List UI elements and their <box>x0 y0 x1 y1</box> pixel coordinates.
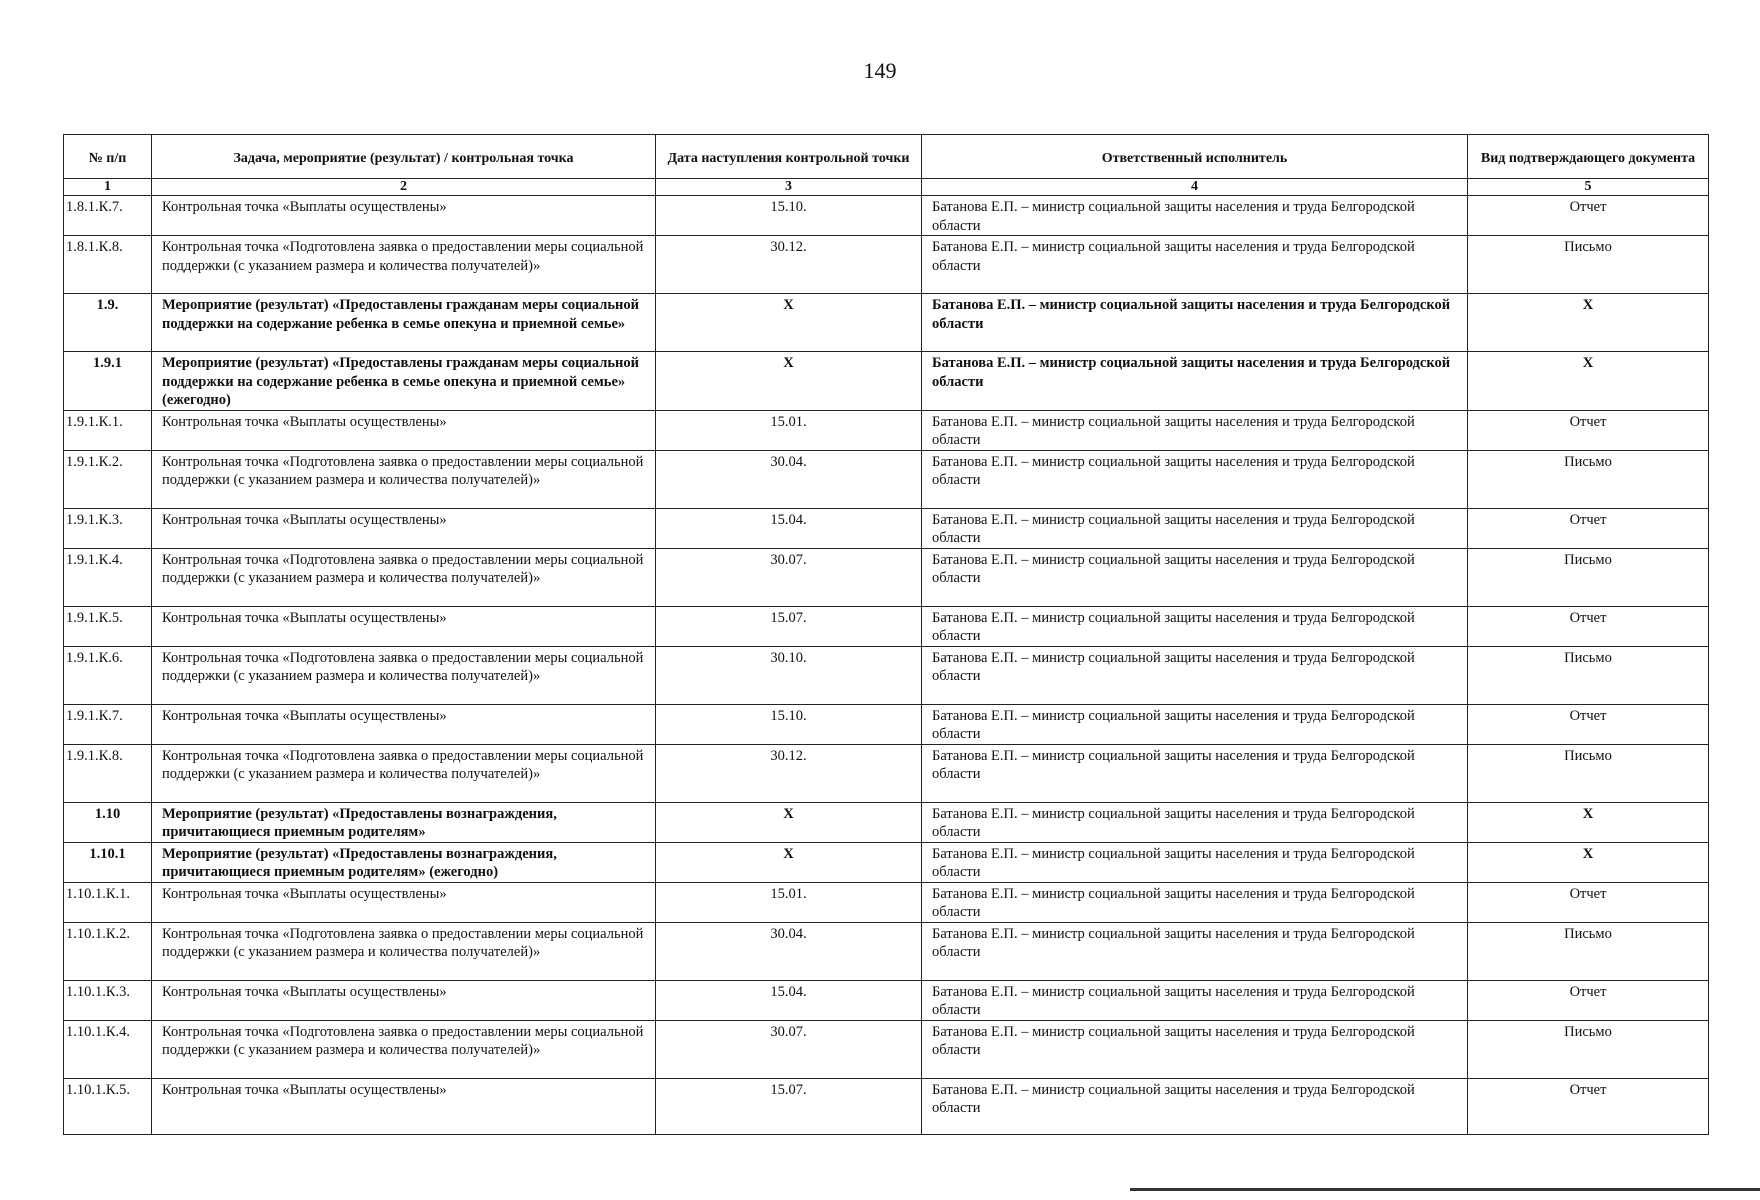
row-responsible: Батанова Е.П. – министр социальной защиты населения и труда Белгородской области <box>922 508 1468 548</box>
row-number: 1.9.1.К.7. <box>64 704 152 744</box>
col-number: 4 <box>922 179 1468 196</box>
header-num: № п/п <box>64 135 152 179</box>
row-date: 30.04. <box>656 450 922 508</box>
row-document: X <box>1468 802 1709 842</box>
row-task: Контрольная точка «Подготовлена заявка о предоставлении меры социальной поддержки (с указанием размера и количества получателей)» <box>152 646 656 704</box>
row-number: 1.8.1.К.8. <box>64 236 152 294</box>
row-document: Отчет <box>1468 704 1709 744</box>
row-task: Контрольная точка «Подготовлена заявка о предоставлении меры социальной поддержки (с указанием размера и количества получателей)» <box>152 744 656 802</box>
row-date: 15.01. <box>656 882 922 922</box>
row-task: Контрольная точка «Выплаты осуществлены» <box>152 410 656 450</box>
row-date: X <box>656 802 922 842</box>
row-document: X <box>1468 842 1709 882</box>
row-responsible: Батанова Е.П. – министр социальной защиты населения и труда Белгородской области <box>922 646 1468 704</box>
table-row <box>64 294 1709 352</box>
row-date: 15.10. <box>656 704 922 744</box>
row-document: Отчет <box>1468 508 1709 548</box>
row-number: 1.10.1.К.5. <box>64 1078 152 1134</box>
row-number: 1.9.1.К.2. <box>64 450 152 508</box>
row-task: Мероприятие (результат) «Предоставлены гражданам меры социальной поддержки на содержание ребенка в семье опекуна и приемной семье» (ежегодно) <box>152 352 656 411</box>
row-document: Письмо <box>1468 548 1709 606</box>
row-date: 30.07. <box>656 548 922 606</box>
row-responsible: Батанова Е.П. – министр социальной защиты населения и труда Белгородской области <box>922 1020 1468 1078</box>
row-task: Контрольная точка «Выплаты осуществлены» <box>152 196 656 236</box>
row-document: Отчет <box>1468 196 1709 236</box>
control-points-table <box>63 134 1709 1135</box>
row-task: Контрольная точка «Выплаты осуществлены» <box>152 1078 656 1134</box>
row-date: 15.07. <box>656 606 922 646</box>
row-number: 1.10.1 <box>64 842 152 882</box>
table-row <box>64 606 1709 646</box>
row-document: Письмо <box>1468 1020 1709 1078</box>
row-task: Мероприятие (результат) «Предоставлены вознаграждения, причитающиеся приемным родителям» (ежегодно) <box>152 842 656 882</box>
row-document: Письмо <box>1468 450 1709 508</box>
scan-edge-line <box>1130 1188 1760 1191</box>
col-number: 2 <box>152 179 656 196</box>
row-task: Контрольная точка «Выплаты осуществлены» <box>152 980 656 1020</box>
table-row <box>64 410 1709 450</box>
row-date: X <box>656 842 922 882</box>
row-number: 1.9. <box>64 294 152 352</box>
table-row <box>64 704 1709 744</box>
row-task: Контрольная точка «Выплаты осуществлены» <box>152 704 656 744</box>
row-number: 1.10.1.К.2. <box>64 922 152 980</box>
row-task: Мероприятие (результат) «Предоставлены вознаграждения, причитающиеся приемным родителям» <box>152 802 656 842</box>
col-number: 1 <box>64 179 152 196</box>
row-number: 1.9.1.К.8. <box>64 744 152 802</box>
row-task: Контрольная точка «Выплаты осуществлены» <box>152 508 656 548</box>
table-row <box>64 842 1709 882</box>
column-numbers-row <box>64 179 1709 196</box>
row-task: Контрольная точка «Выплаты осуществлены» <box>152 606 656 646</box>
row-document: Письмо <box>1468 922 1709 980</box>
row-document: Письмо <box>1468 236 1709 294</box>
row-responsible: Батанова Е.П. – министр социальной защиты населения и труда Белгородской области <box>922 802 1468 842</box>
page-number: 149 <box>863 58 897 83</box>
table-row <box>64 744 1709 802</box>
row-task: Контрольная точка «Подготовлена заявка о предоставлении меры социальной поддержки (с указанием размера и количества получателей)» <box>152 1020 656 1078</box>
row-date: 30.12. <box>656 744 922 802</box>
row-responsible: Батанова Е.П. – министр социальной защиты населения и труда Белгородской области <box>922 922 1468 980</box>
row-responsible: Батанова Е.П. – министр социальной защиты населения и труда Белгородской области <box>922 1078 1468 1134</box>
row-number: 1.10.1.К.4. <box>64 1020 152 1078</box>
row-responsible: Батанова Е.П. – министр социальной защиты населения и труда Белгородской области <box>922 842 1468 882</box>
row-document: Отчет <box>1468 1078 1709 1134</box>
row-responsible: Батанова Е.П. – министр социальной защиты населения и труда Белгородской области <box>922 548 1468 606</box>
row-date: 30.04. <box>656 922 922 980</box>
row-number: 1.9.1.К.3. <box>64 508 152 548</box>
table-row <box>64 1020 1709 1078</box>
table-row <box>64 882 1709 922</box>
col-number: 3 <box>656 179 922 196</box>
row-date: 30.10. <box>656 646 922 704</box>
row-number: 1.9.1.К.4. <box>64 548 152 606</box>
row-number: 1.9.1.К.1. <box>64 410 152 450</box>
row-responsible: Батанова Е.П. – министр социальной защиты населения и труда Белгородской области <box>922 196 1468 236</box>
row-responsible: Батанова Е.П. – министр социальной защиты населения и труда Белгородской области <box>922 236 1468 294</box>
row-date: X <box>656 294 922 352</box>
row-number: 1.8.1.К.7. <box>64 196 152 236</box>
col-number: 5 <box>1468 179 1709 196</box>
row-document: Отчет <box>1468 410 1709 450</box>
table-row <box>64 352 1709 411</box>
row-responsible: Батанова Е.П. – министр социальной защиты населения и труда Белгородской области <box>922 606 1468 646</box>
row-date: 15.04. <box>656 508 922 548</box>
row-document: Отчет <box>1468 882 1709 922</box>
row-task: Мероприятие (результат) «Предоставлены гражданам меры социальной поддержки на содержание ребенка в семье опекуна и приемной семье» <box>152 294 656 352</box>
header-date: Дата наступления контрольной точки <box>656 135 922 179</box>
row-responsible: Батанова Е.П. – министр социальной защиты населения и труда Белгородской области <box>922 980 1468 1020</box>
row-number: 1.9.1.К.5. <box>64 606 152 646</box>
header-task: Задача, мероприятие (результат) / контрольная точка <box>152 135 656 179</box>
row-number: 1.10.1.К.3. <box>64 980 152 1020</box>
table-row <box>64 1078 1709 1134</box>
row-document: Письмо <box>1468 646 1709 704</box>
row-number: 1.10.1.К.1. <box>64 882 152 922</box>
row-responsible: Батанова Е.П. – министр социальной защиты населения и труда Белгородской области <box>922 410 1468 450</box>
row-task: Контрольная точка «Подготовлена заявка о предоставлении меры социальной поддержки (с указанием размера и количества получателей)» <box>152 236 656 294</box>
header-document: Вид подтверждающего документа <box>1468 135 1709 179</box>
row-date: 15.04. <box>656 980 922 1020</box>
row-document: Письмо <box>1468 744 1709 802</box>
table-row <box>64 922 1709 980</box>
header-row <box>64 135 1709 179</box>
row-task: Контрольная точка «Подготовлена заявка о предоставлении меры социальной поддержки (с указанием размера и количества получателей)» <box>152 548 656 606</box>
table-row <box>64 802 1709 842</box>
row-task: Контрольная точка «Подготовлена заявка о предоставлении меры социальной поддержки (с указанием размера и количества получателей)» <box>152 450 656 508</box>
row-responsible: Батанова Е.П. – министр социальной защиты населения и труда Белгородской области <box>922 450 1468 508</box>
row-responsible: Батанова Е.П. – министр социальной защиты населения и труда Белгородской области <box>922 704 1468 744</box>
row-responsible: Батанова Е.П. – министр социальной защиты населения и труда Белгородской области <box>922 352 1468 411</box>
table-row <box>64 980 1709 1020</box>
table-row <box>64 236 1709 294</box>
row-responsible: Батанова Е.П. – министр социальной защиты населения и труда Белгородской области <box>922 882 1468 922</box>
row-date: 15.10. <box>656 196 922 236</box>
row-document: X <box>1468 352 1709 411</box>
row-task: Контрольная точка «Подготовлена заявка о предоставлении меры социальной поддержки (с указанием размера и количества получателей)» <box>152 922 656 980</box>
row-document: Отчет <box>1468 980 1709 1020</box>
header-responsible: Ответственный исполнитель <box>922 135 1468 179</box>
table-row <box>64 508 1709 548</box>
row-number: 1.9.1 <box>64 352 152 411</box>
row-document: X <box>1468 294 1709 352</box>
row-date: 15.07. <box>656 1078 922 1134</box>
row-task: Контрольная точка «Выплаты осуществлены» <box>152 882 656 922</box>
table-row <box>64 196 1709 236</box>
row-date: X <box>656 352 922 411</box>
table-row <box>64 548 1709 606</box>
row-date: 30.07. <box>656 1020 922 1078</box>
row-number: 1.10 <box>64 802 152 842</box>
row-number: 1.9.1.К.6. <box>64 646 152 704</box>
row-date: 30.12. <box>656 236 922 294</box>
table-row <box>64 646 1709 704</box>
row-responsible: Батанова Е.П. – министр социальной защиты населения и труда Белгородской области <box>922 744 1468 802</box>
row-document: Отчет <box>1468 606 1709 646</box>
table-row <box>64 450 1709 508</box>
row-date: 15.01. <box>656 410 922 450</box>
row-responsible: Батанова Е.П. – министр социальной защиты населения и труда Белгородской области <box>922 294 1468 352</box>
